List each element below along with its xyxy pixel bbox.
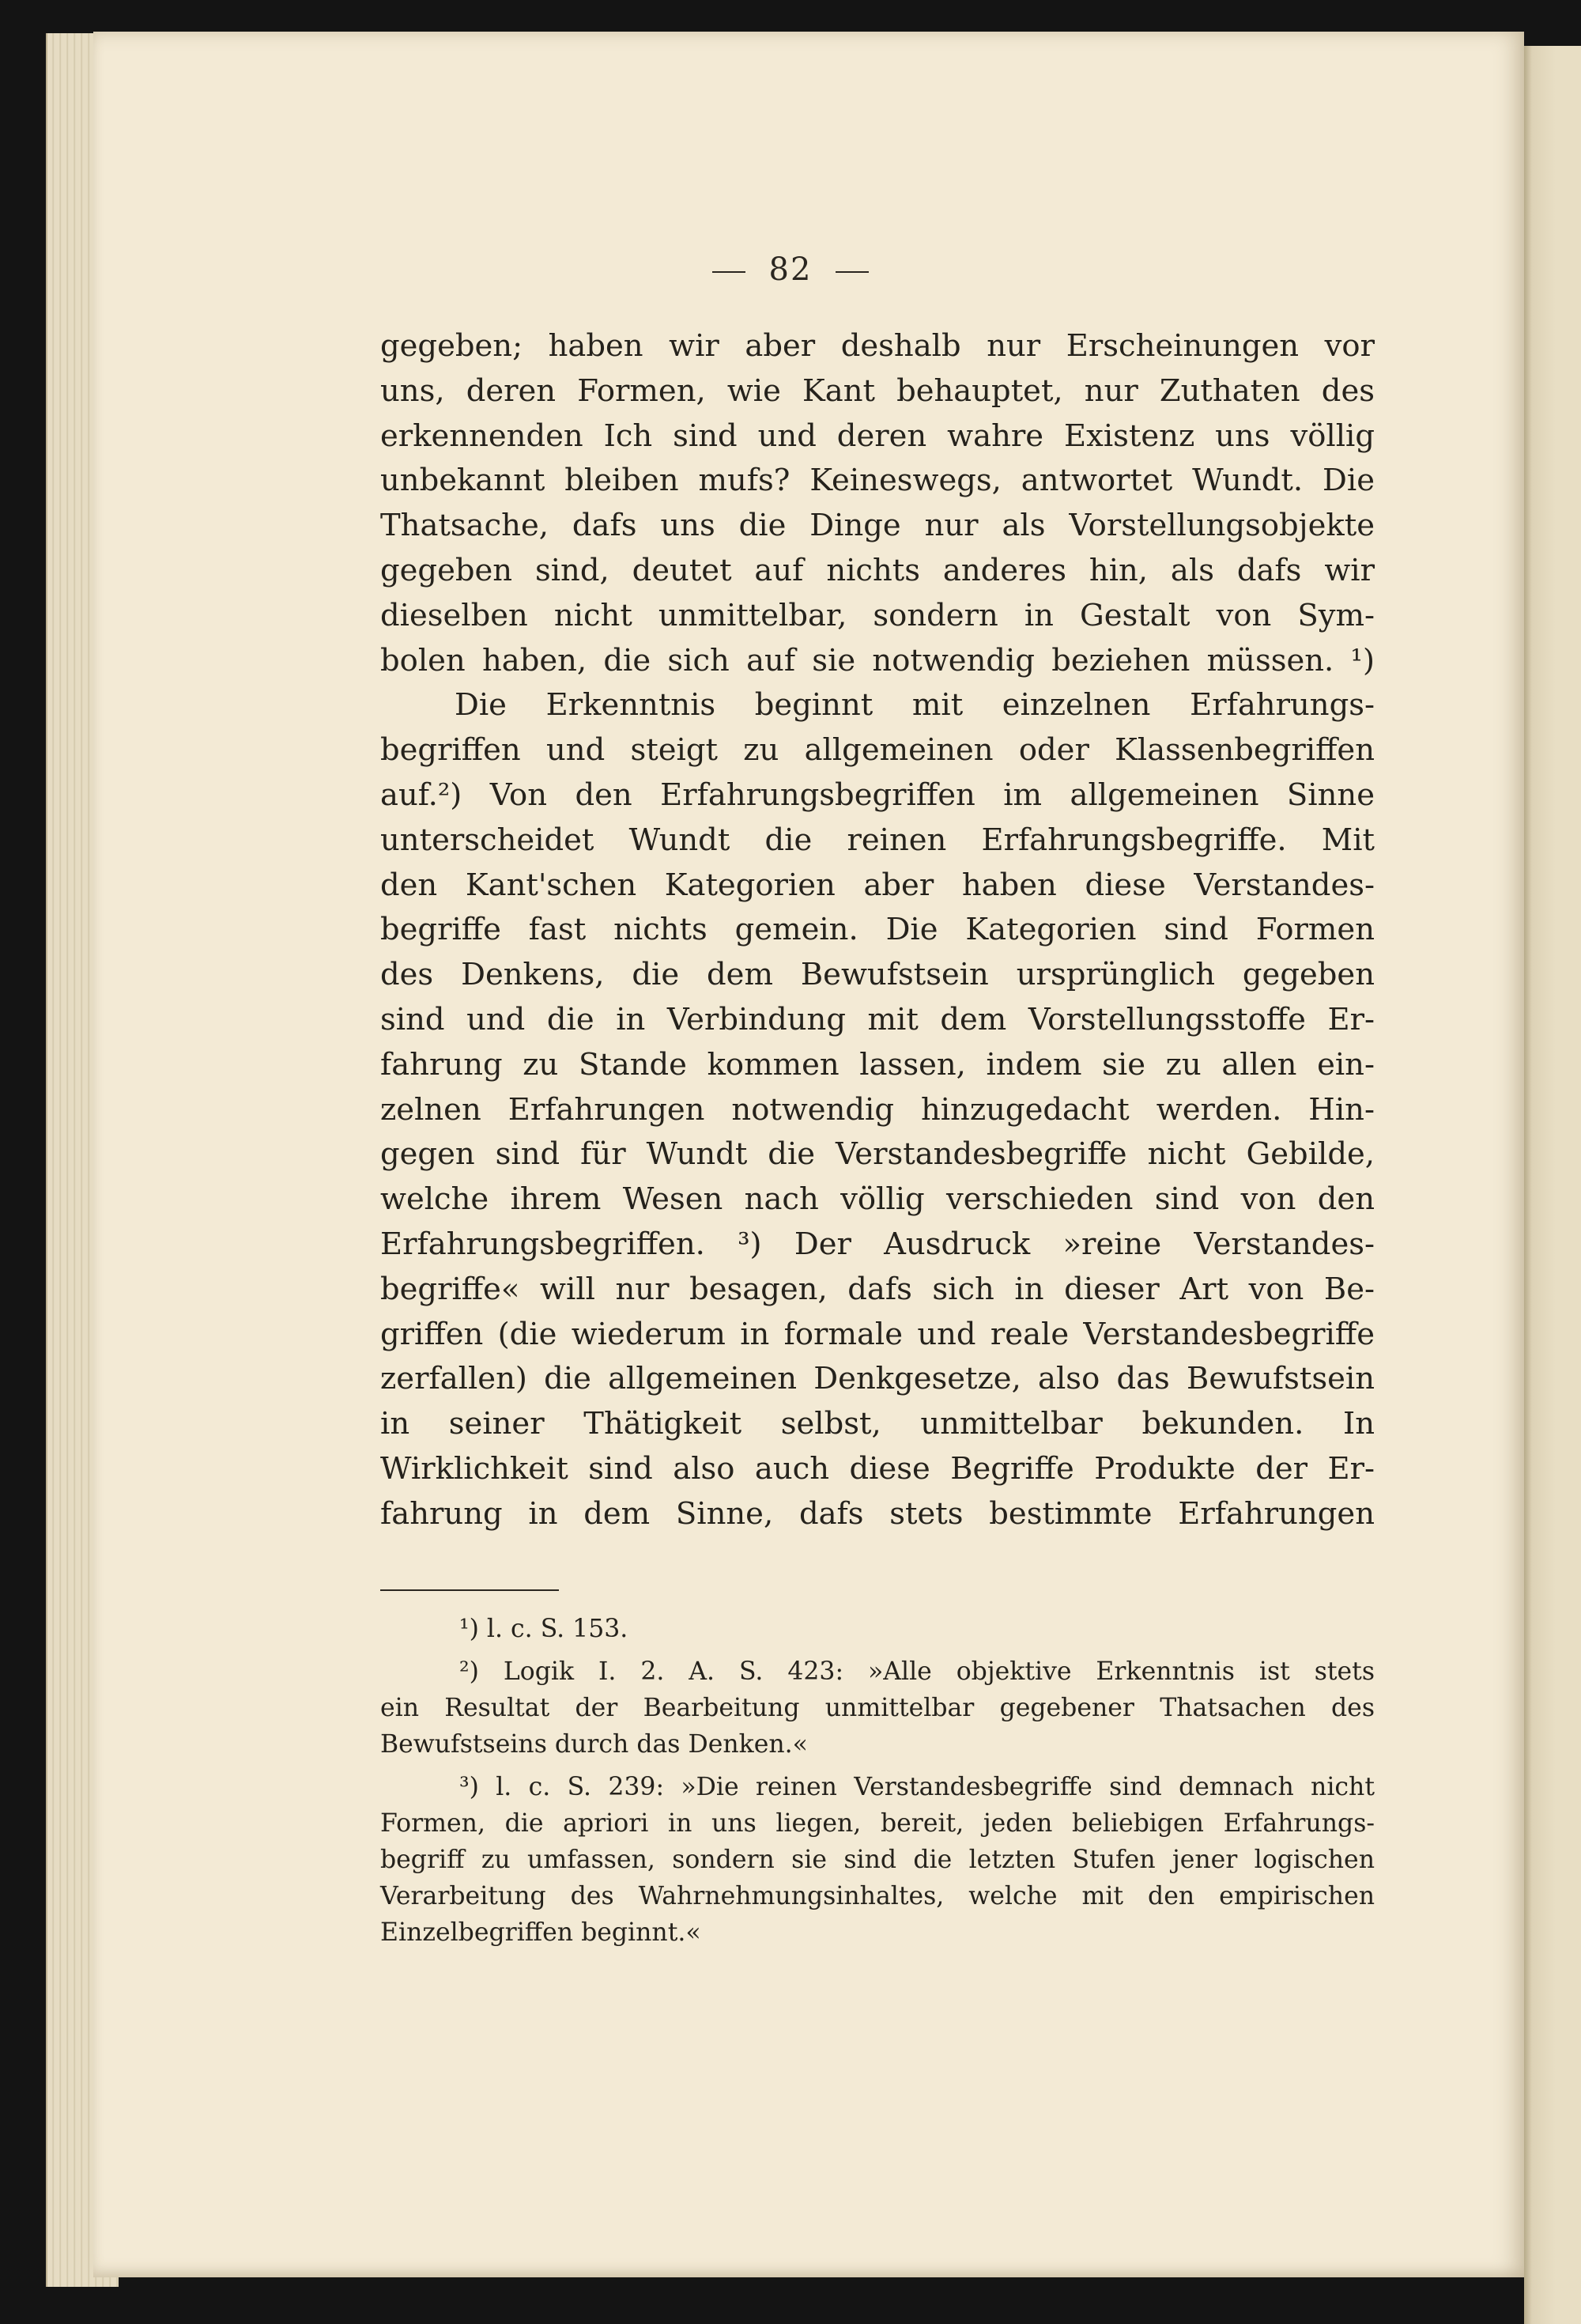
body-line: gegeben; haben wir aber deshalb nur Erscheinungen vor bbox=[380, 328, 1375, 364]
body-line: begriffen und steigt zu allgemeinen oder Klassenbegriffen bbox=[380, 732, 1375, 769]
body-line: auf.²) Von den Erfahrungsbegriffen im allgemeinen Sinne bbox=[380, 777, 1375, 813]
body-line: begriffe fast nichts gemein. Die Kategorien sind Formen bbox=[380, 912, 1375, 948]
body-line: Wirklichkeit sind also auch diese Begriffe Produkte der Er- bbox=[380, 1450, 1375, 1487]
footnote-2-line: Bewufstseins durch das Denken.« bbox=[380, 1730, 808, 1759]
footnote-3-line: Formen, die apriori in uns liegen, bereit, jeden beliebigen Erfahrungs- bbox=[380, 1809, 1375, 1838]
body-line: Die Erkenntnis beginnt mit einzelnen Erfahrungs- bbox=[455, 687, 1375, 724]
body-line: sind und die in Verbindung mit dem Vorstellungsstoffe Er- bbox=[380, 1001, 1375, 1037]
body-line: welche ihrem Wesen nach völlig verschieden sind von den bbox=[380, 1181, 1375, 1218]
footnote-3-line: Verarbeitung des Wahrnehmungsinhaltes, welche mit den empirischen bbox=[380, 1882, 1375, 1910]
body-line: zerfallen) die allgemeinen Denkgesetze, also das Bewufstsein bbox=[380, 1361, 1375, 1397]
footnote-rule bbox=[380, 1589, 559, 1591]
footnote-3-line: Einzelbegriffen beginnt.« bbox=[380, 1918, 701, 1947]
page-number-text: 82 bbox=[768, 251, 813, 288]
adjacent-page-edge bbox=[1524, 46, 1581, 2324]
body-line: Erfahrungsbegriffen. ³) Der Ausdruck »reine Verstandes- bbox=[380, 1226, 1375, 1262]
body-text bbox=[380, 324, 1375, 1537]
body-line: unbekannt bleiben mufs? Keineswegs, antwortet Wundt. Die bbox=[380, 463, 1375, 499]
footnote-2-line: ²) Logik I. 2. A. S. 423: »Alle objektive Erkenntnis ist stets bbox=[459, 1657, 1375, 1686]
page-number bbox=[0, 251, 1581, 288]
body-line: gegeben sind, deutet auf nichts anderes hin, als dafs wir bbox=[380, 552, 1375, 588]
header-dash-right bbox=[836, 271, 869, 273]
footnote-3-line: ³) l. c. S. 239: »Die reinen Verstandesbegriffe sind demnach nicht bbox=[459, 1773, 1375, 1801]
body-line: erkennenden Ich sind und deren wahre Existenz uns völlig bbox=[380, 418, 1375, 454]
footnote-2-line: ein Resultat der Bearbeitung unmittelbar gegebener Thatsachen des bbox=[380, 1694, 1375, 1722]
body-line: begriffe« will nur besagen, dafs sich in dieser Art von Be- bbox=[380, 1271, 1375, 1307]
body-line: Thatsache, dafs uns die Dinge nur als Vorstellungsobjekte bbox=[380, 508, 1375, 544]
body-line: unterscheidet Wundt die reinen Erfahrungsbegriffe. Mit bbox=[380, 822, 1375, 858]
body-line: uns, deren Formen, wie Kant behauptet, nur Zuthaten des bbox=[380, 372, 1375, 409]
body-line: den Kant'schen Kategorien aber haben diese Verstandes- bbox=[380, 867, 1375, 903]
body-line: in seiner Thätigkeit selbst, unmittelbar bekunden. In bbox=[380, 1406, 1375, 1442]
body-line: fahrung in dem Sinne, dafs stets bestimmte Erfahrungen bbox=[380, 1495, 1375, 1532]
footnotes bbox=[380, 1611, 1375, 1951]
body-line: bolen haben, die sich auf sie notwendig beziehen müssen. ¹) bbox=[380, 642, 1375, 678]
body-line: griffen (die wiederum in formale und reale Verstandesbegriffe bbox=[380, 1316, 1375, 1352]
body-line: fahrung zu Stande kommen lassen, indem sie zu allen ein- bbox=[380, 1046, 1375, 1083]
footnote-1: ¹) l. c. S. 153. bbox=[459, 1615, 628, 1643]
body-line: dieselben nicht unmittelbar, sondern in Gestalt von Sym- bbox=[380, 597, 1375, 633]
body-line: zelnen Erfahrungen notwendig hinzugedacht werden. Hin- bbox=[380, 1091, 1375, 1128]
body-line: gegen sind für Wundt die Verstandesbegriffe nicht Gebilde, bbox=[380, 1136, 1375, 1173]
footnote-3-line: begriff zu umfassen, sondern sie sind die letzten Stufen jener logischen bbox=[380, 1846, 1375, 1874]
header-dash-left bbox=[712, 271, 745, 273]
body-line: des Denkens, die dem Bewufstsein ursprünglich gegeben bbox=[380, 957, 1375, 993]
